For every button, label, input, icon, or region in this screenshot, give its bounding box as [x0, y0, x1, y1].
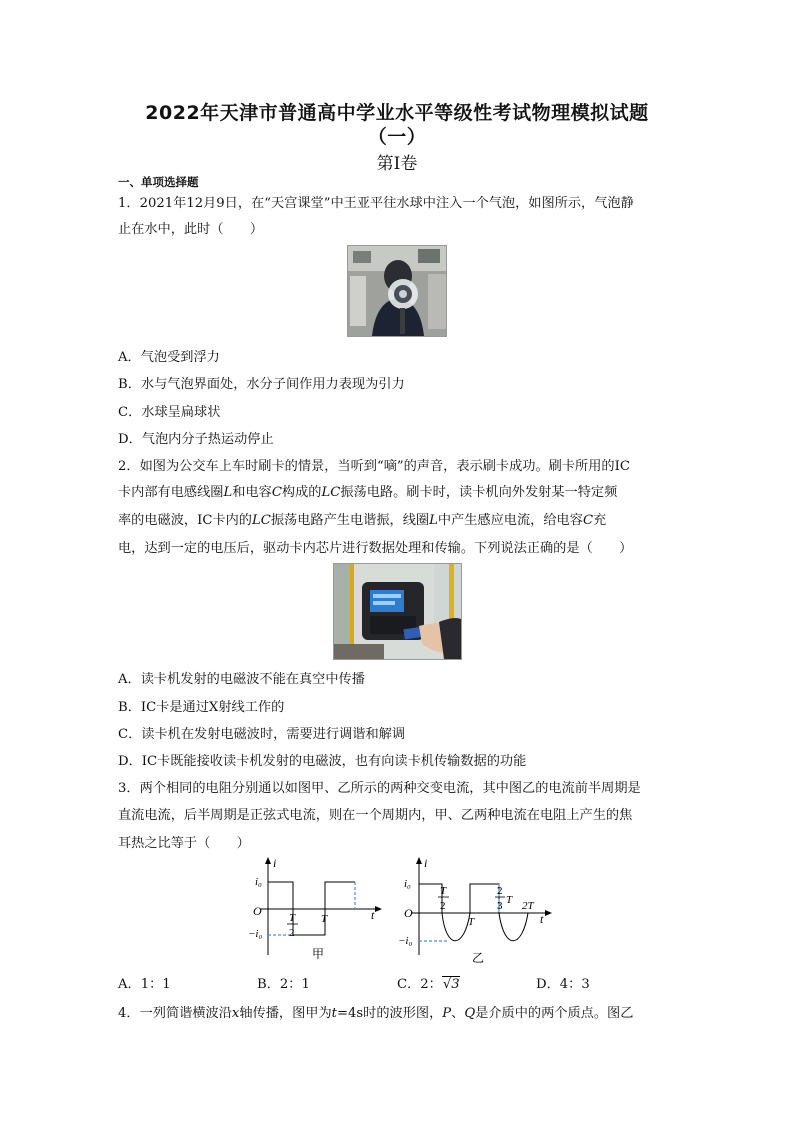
q3-line3: 耳热之比等于（ ）	[118, 836, 250, 851]
jia-i-label: i	[273, 856, 277, 870]
sqrt-symbol: √3	[442, 977, 460, 992]
var-t: t	[331, 1006, 337, 1021]
yi-y-arrow	[416, 857, 422, 864]
jia-half-num: T	[289, 912, 296, 924]
jia-T-label: T	[321, 913, 328, 925]
var-C: C	[582, 513, 594, 528]
q1-line1: 1．2021年12月9日，在“天宫课堂”中王亚平往水球中注入一个气泡，如图所示，气泡静	[118, 196, 634, 211]
yi-T-label: T	[468, 916, 475, 928]
q2-option-a: A．读卡机发射的电磁波不能在真空中传播	[118, 672, 365, 687]
q3-graph-yi	[396, 855, 556, 970]
q3-option-b: B．2：1	[257, 977, 310, 992]
q2-line3-text: 率的电磁波，IC卡内的	[118, 513, 252, 528]
q4-text: 是介质中的两个质点。图乙	[475, 1006, 634, 1021]
jia-t-label: t	[371, 908, 375, 922]
q2-photo-card-reader	[333, 563, 462, 660]
var-LC: LC	[321, 485, 341, 500]
jia-origin-label: O	[253, 904, 262, 918]
yi-caption: 乙	[472, 951, 485, 965]
q2-option-b: B．IC卡是通过X射线工作的	[118, 700, 285, 715]
yi-2T-label: 2T	[522, 900, 534, 912]
q2-line2-text: 构成的	[281, 485, 322, 500]
jia-caption: 甲	[312, 947, 325, 961]
q1-photo-space-bubble	[347, 245, 447, 337]
jia-y-arrow	[265, 857, 271, 864]
q3-option-c-text: C．2：	[397, 977, 442, 992]
q3-line2: 直流电流，后半周期是正弦式电流，则在一个周期内，甲、乙两种电流在电阻上产生的焦	[118, 808, 633, 823]
section-heading: 一、单项选择题	[118, 175, 199, 189]
yi-i-label: i	[424, 856, 428, 870]
yi-sine-2	[499, 913, 528, 941]
volume-heading: 第Ⅰ卷	[376, 154, 418, 174]
var-C: C	[271, 485, 282, 500]
exam-subtitle: （一）	[367, 126, 427, 148]
jia-half-den: 2	[289, 927, 295, 939]
q1-option-d: D．气泡内分子热运动停止	[118, 432, 274, 447]
yi-x-arrow	[545, 910, 552, 916]
yi-frac-den: 3	[497, 900, 503, 912]
yi-dc-part	[419, 884, 442, 913]
q4-text: 、	[451, 1006, 465, 1021]
q4-text: =4s时的波形图，	[336, 1006, 443, 1021]
q2-line2-text: 卡内部有电感线圈	[118, 485, 224, 500]
yi-frac-num: 2	[497, 885, 503, 897]
yi-dc-part-2	[470, 884, 499, 913]
q3-option-c	[397, 973, 460, 992]
sqrt-radicand: 3	[451, 977, 460, 992]
yi-half-num: T	[440, 885, 447, 897]
var-LC: LC	[252, 513, 271, 528]
q4-line1	[118, 1002, 633, 1021]
jia-i0-label: i₀	[255, 876, 262, 888]
var-Q: Q	[464, 1006, 476, 1021]
q2-line2-text: 振荡电路。刷卡时，读卡机向外发射某一特定频	[340, 485, 618, 500]
q2-line3	[118, 509, 606, 528]
yi-i0-label: i₀	[404, 878, 411, 890]
q1-option-b: B．水与气泡界面处，水分子间作用力表现为引力	[118, 377, 405, 392]
jia-x-arrow	[375, 906, 382, 912]
yi-sine-1	[442, 913, 470, 941]
q3-line1: 3．两个相同的电阻分别通以如图甲、乙所示的两种交变电流，其中图乙的电流前半周期是	[118, 781, 641, 796]
var-L: L	[223, 485, 233, 500]
yi-origin-label: O	[404, 906, 413, 920]
q2-line3-text: 充	[593, 513, 607, 528]
q1-option-a: A．气泡受到浮力	[118, 350, 220, 365]
q4-text: 4．一列简谐横波沿	[118, 1006, 232, 1021]
q3-option-a: A．1：1	[118, 977, 171, 992]
jia-neg-i0-label: −i₀	[248, 928, 263, 940]
jia-segment-1	[268, 882, 293, 909]
q3-option-d: D．4：3	[536, 977, 590, 992]
q4-text: 轴传播，图甲为	[239, 1006, 332, 1021]
q2-line3-text: 振荡电路产生电谐振，线圈	[270, 513, 430, 528]
q2-line2	[118, 481, 617, 500]
var-x: x	[231, 1006, 240, 1021]
q1-line2: 止在水中，此时（ ）	[118, 222, 264, 237]
yi-frac-T: T	[506, 894, 513, 906]
q2-line1: 2．如图为公交车上车时刷卡的情景，当听到“嘀”的声音，表示刷卡成功。刷卡所用的IC	[118, 459, 630, 474]
q3-graph-jia	[240, 855, 385, 965]
q1-option-c: C．水球呈扁球状	[118, 405, 221, 420]
var-L: L	[429, 513, 438, 528]
var-P: P	[442, 1006, 452, 1021]
q2-option-c: C．读卡机在发射电磁波时，需要进行调谐和解调	[118, 727, 406, 742]
q2-line3-text: 中产生感应电流，给电容	[437, 513, 583, 528]
q2-option-d: D．IC卡既能接收读卡机发射的电磁波，也有向读卡机传输数据的功能	[118, 754, 527, 769]
yi-half-den: 2	[440, 900, 446, 912]
q2-line2-text: 和电容	[232, 485, 272, 500]
q2-line4: 电，达到一定的电压后，驱动卡内芯片进行数据处理和传输。下列说法正确的是（ ）	[118, 541, 633, 556]
yi-neg-i0-label: −i₀	[398, 935, 413, 947]
exam-title: 2022年天津市普通高中学业水平等级性考试物理模拟试题	[145, 102, 649, 124]
yi-t-label: t	[540, 912, 544, 926]
